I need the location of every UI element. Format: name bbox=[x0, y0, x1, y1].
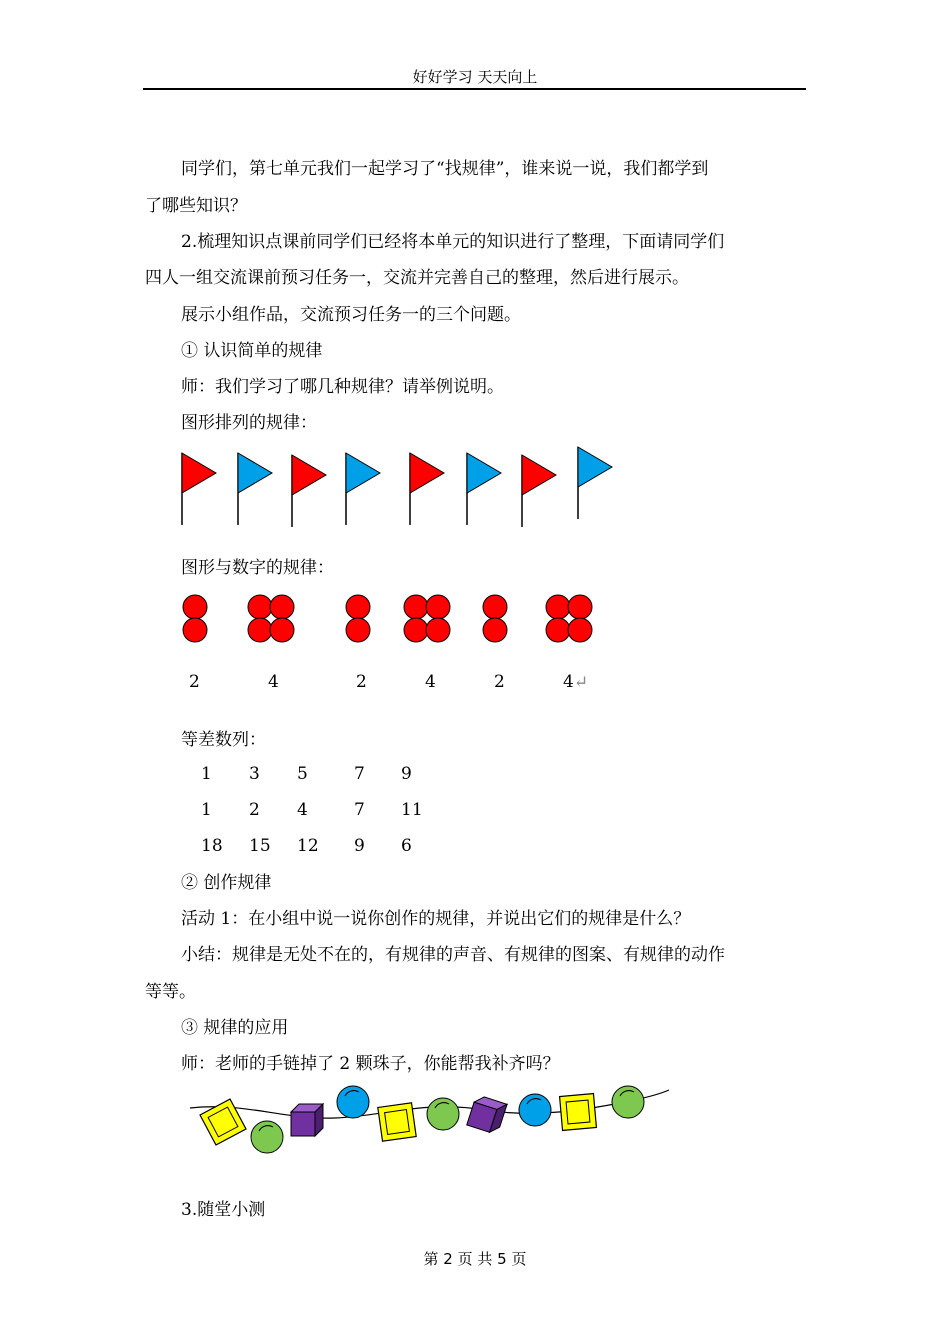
yellow-square-bead bbox=[560, 1094, 597, 1131]
red-dot bbox=[426, 595, 450, 619]
paragraph-intro-line-1: 同学们，第七单元我们一起学习了“找规律”，谁来说一说，我们都学到 bbox=[181, 159, 709, 179]
label-arithmetic-sequence: 等差数列： bbox=[181, 730, 266, 750]
flag-pennant bbox=[467, 453, 501, 493]
section-heading-create-patterns: ② 创作规律 bbox=[181, 873, 272, 893]
yellow-square-bead bbox=[200, 1099, 246, 1145]
purple-cube-bead bbox=[467, 1094, 507, 1134]
sequence-value: 1 bbox=[201, 800, 212, 820]
flag-pennant bbox=[182, 453, 216, 493]
red-flag bbox=[292, 455, 326, 527]
blue-flag bbox=[578, 447, 612, 519]
dot-number: 4 bbox=[268, 672, 279, 692]
section-heading-simple-patterns: ① 认识简单的规律 bbox=[181, 341, 323, 361]
flag-pennant bbox=[410, 453, 444, 493]
flag-pennant bbox=[578, 447, 612, 487]
red-dot bbox=[568, 618, 592, 642]
flag-pennant bbox=[292, 455, 326, 495]
dot-number: 2 bbox=[356, 672, 367, 692]
sequence-value: 11 bbox=[401, 800, 423, 820]
blue-flag bbox=[238, 453, 272, 525]
dot-number: 2 bbox=[189, 672, 200, 692]
dot-group bbox=[546, 595, 592, 642]
sequence-value: 2 bbox=[249, 800, 260, 820]
paragraph-mark-icon: ↵ bbox=[573, 672, 589, 693]
yellow-square-bead bbox=[378, 1103, 416, 1141]
purple-cube-bead bbox=[291, 1104, 323, 1136]
dot-number: 4 bbox=[425, 672, 436, 692]
sequence-value: 1 bbox=[201, 764, 212, 784]
bracelet-figure bbox=[185, 1080, 675, 1160]
dot-group bbox=[346, 595, 370, 642]
red-dot bbox=[183, 595, 207, 619]
dots-number-row bbox=[0, 672, 950, 696]
red-dot bbox=[270, 618, 294, 642]
section-heading-apply-patterns: ③ 规律的应用 bbox=[181, 1018, 289, 1038]
bead-inner bbox=[566, 1100, 590, 1124]
green-ball-bead bbox=[427, 1098, 459, 1130]
label-shape-pattern: 图形排列的规律： bbox=[181, 413, 317, 433]
sequence-value: 12 bbox=[297, 836, 319, 856]
header-rule bbox=[143, 88, 806, 90]
red-dot bbox=[404, 595, 428, 619]
flag-pennant bbox=[346, 453, 380, 493]
sequence-value: 7 bbox=[354, 764, 365, 784]
sequence-row bbox=[0, 764, 950, 788]
red-dot bbox=[483, 595, 507, 619]
green-ball-bead bbox=[251, 1121, 283, 1153]
label-shape-number-pattern: 图形与数字的规律： bbox=[181, 558, 334, 578]
paragraph-intro-line-2: 了哪些知识？ bbox=[145, 196, 247, 216]
blue-ball-bead bbox=[337, 1086, 369, 1118]
sequence-value: 6 bbox=[401, 836, 412, 856]
blue-flag bbox=[346, 453, 380, 525]
section-heading-quiz: 3.随堂小测 bbox=[181, 1200, 266, 1220]
red-dot bbox=[568, 595, 592, 619]
sequence-value: 15 bbox=[249, 836, 271, 856]
red-flag bbox=[182, 453, 216, 525]
red-dot bbox=[346, 595, 370, 619]
dot-group bbox=[248, 595, 294, 642]
green-ball-bead bbox=[612, 1086, 644, 1118]
red-flag bbox=[410, 453, 444, 525]
red-dot bbox=[483, 618, 507, 642]
red-dot bbox=[183, 618, 207, 642]
blue-flag bbox=[467, 453, 501, 525]
dot-number-value: 4 bbox=[563, 672, 574, 692]
dot-group bbox=[404, 595, 450, 642]
red-dot bbox=[426, 618, 450, 642]
blue-ball-bead bbox=[519, 1094, 551, 1126]
bead-inner bbox=[385, 1110, 410, 1135]
paragraph-show-work: 展示小组作品，交流预习任务一的三个问题。 bbox=[181, 305, 521, 325]
sequence-value: 5 bbox=[297, 764, 308, 784]
sequence-value: 3 bbox=[249, 764, 260, 784]
activity-1-text: 活动 1：在小组中说一说你创作的规律，并说出它们的规律是什么？ bbox=[181, 909, 691, 929]
paragraph-organize-line-1: 2.梳理知识点课前同学们已经将本单元的知识进行了整理，下面请同学们 bbox=[181, 232, 725, 252]
teacher-question-bracelet: 师：老师的手链掉了 2 颗珠子，你能帮我补齐吗？ bbox=[181, 1054, 560, 1074]
sequence-value: 18 bbox=[201, 836, 223, 856]
sequence-row bbox=[0, 836, 950, 860]
dot-number: 2 bbox=[494, 672, 505, 692]
red-dot bbox=[248, 595, 272, 619]
cube-front bbox=[291, 1112, 315, 1136]
red-dot bbox=[270, 595, 294, 619]
page-header: 好好学习 天天向上 bbox=[412, 68, 538, 86]
red-dot bbox=[546, 618, 570, 642]
sequence-value: 4 bbox=[297, 800, 308, 820]
flag-pennant bbox=[522, 455, 556, 495]
paragraph-organize-line-2: 四人一组交流课前预习任务一，交流并完善自己的整理，然后进行展示。 bbox=[145, 268, 689, 288]
flag-pennant bbox=[238, 453, 272, 493]
red-dot bbox=[346, 618, 370, 642]
red-dot bbox=[248, 618, 272, 642]
sequence-value: 9 bbox=[401, 764, 412, 784]
summary-line-2: 等等。 bbox=[145, 982, 196, 1002]
summary-line-1: 小结：规律是无处不在的，有规律的声音、有规律的图案、有规律的动作 bbox=[181, 945, 725, 965]
flags-pattern-figure bbox=[170, 443, 630, 533]
sequence-value: 9 bbox=[354, 836, 365, 856]
sequence-row bbox=[0, 800, 950, 824]
red-dot bbox=[546, 595, 570, 619]
teacher-question-patterns: 师：我们学习了哪几种规律？请举例说明。 bbox=[181, 377, 504, 397]
dot-group bbox=[483, 595, 507, 642]
page-footer: 第 2 页 共 5 页 bbox=[423, 1250, 527, 1268]
red-flag bbox=[522, 455, 556, 527]
dots-pattern-figure bbox=[170, 588, 610, 648]
dot-group bbox=[183, 595, 207, 642]
sequence-value: 7 bbox=[354, 800, 365, 820]
dot-number bbox=[563, 672, 588, 693]
red-dot bbox=[404, 618, 428, 642]
